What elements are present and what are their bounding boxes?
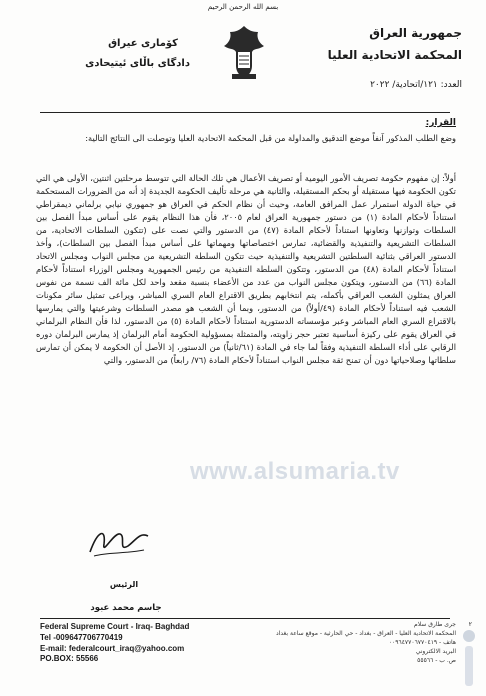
decision-body: أولاً: إن مفهوم حكومة تصريف الأمور اليومية أو تصريف الأعمال هي تلك الحالة التي تتوسط مرحلتين اثنتين، الأولى هي التي تكون الحكومة فيها مستقيلة أو بحكم المستقيلة، والثانية هي مرحلة تأليف الحكومة الجديدة إذ أنه من الضرورات المستحكمة في حياة الدولة استمرار عمل المرافق العامة، وحيث أن نظام الحكم في العراق هو جمهوري نيابي برلماني ديمقراطي استناداً لأحكام المادة (١) من دستور جمهورية العراق لعام ٢٠٠٥، فأن هذا النظام يقوم على أساس مبدأ الفصل بين السلطات وتوازنها وتعاونها استناداً لأحكام المادة (٤٧) من الدستور والتي نصت على (تتكون السلطات الاتحادية، من السلطات التشريعية والتنفيذية والقضائية، تمارس اختصاصاتها ومهماتها على أساس مبدأ الفصل بين السلطات)، وأخذ الدستور العراقي بثنائية السلطتين التشريعية والتنفيذية حيث تتكون السلطة التشريعية من مجلس النواب ومجلس الاتحاد استناداً لأحكام المادة (٤٨) من الدستور، وتتكون السلطة التنفيذية من رئيس الجمهورية ومجلس الوزراء استناداً لأحكام المادة (٦٦) من الدستور، ويتكون مجلس النواب من عدد من الأعضاء بنسبة مقعد واحد لكل مائة الف نسمة من نفوس العراق يمثلون الشعب العراقي بأكمله، يتم انتخابهم بطريق الاقتراع العام السري المباشر، ويراعى تمثيل سائر مكونات الشعب فيه استناداً لأحكام المادة (٤٩/أولاً) من الدستور، وبما أن الشعب هو مصدر السلطات وشرعيتها والتي يمارسها بالاقتراع السري العام المباشر وعبر مؤسساته الدستورية استناداً لأحكام المادة (٥) من الدستور، لذا فأن النظام البرلماني في العراق يقوم على ركيزة أساسية تعتبر حجر زاويته، والمتمثلة بمسؤولية الحكومة أمام البرلمان إذ يمارس البرلمان دوره الرقابي على أداء السلطة التنفيذية وفقاً لما جاء في المادة (٦١/ثانياً) من الدستور، إذ الأصل أن الحكومة لا يمكن أن تمارس سلطاتها وصلاحياتها دون أن تمنح ثقة مجلس النواب استناداً لأحكام المادة (٧٦/ رابعاً) من الدستور، والتي	[36, 173, 457, 365]
footer-pobox: PO.BOX: 55566	[40, 654, 99, 664]
footer-ar-line: المحكمة الاتحادية العليا - العراق - بغداد - حي الحارثية - موقع ساعة بغداد	[276, 630, 456, 637]
kurdish-court-name: دادگای باڵای ئیتیحادی	[85, 58, 190, 69]
footer-ar-line: البريد الالكتروني	[415, 648, 456, 655]
kurdish-country-name: كۆماری عیراق	[108, 38, 178, 49]
signatory-title: الرئيس	[109, 580, 139, 589]
alsumaria-logo-icon	[458, 628, 480, 690]
footer-ar-line: جرى طارق سلام	[413, 621, 456, 628]
decision-intro: وضع الطلب المذكور آنفاً موضع التدقيق والمداولة من قبل المحكمة الاتحادية العليا وتوصلت الى النتائج التالية:	[85, 133, 456, 143]
watermark-text: www.alsumaria.tv	[190, 458, 400, 485]
decision-title: القرار:	[425, 118, 456, 128]
footer-email: E-mail: federalcourt_iraq@yahoo.com	[40, 643, 185, 653]
reference-number: العدد: ١٢١/اتحادية/ ٢٠٢٢	[370, 80, 462, 90]
court-name: المحكمة الاتحادية العليا	[327, 48, 462, 62]
footer-arabic-contact	[226, 620, 456, 665]
basmala: بسم الله الرحمن الرحيم	[207, 3, 279, 11]
eagle-emblem-icon	[222, 22, 266, 82]
country-name: جمهورية العراق	[369, 26, 462, 40]
footer-divider	[40, 618, 450, 619]
handwritten-signature	[84, 522, 154, 562]
header-divider	[40, 112, 450, 113]
footer-ar-line: ص. ب - ٥٥٥٦٦	[417, 657, 456, 664]
page-number: ٢	[468, 621, 472, 628]
footer-court-address: Federal Supreme Court - Iraq- Baghdad	[40, 622, 190, 631]
footer-ar-line: هاتف - ٠٠٩٦٤٧٧٠٦٧٧٠٤١٩	[388, 639, 456, 646]
footer-english-contact	[40, 622, 230, 665]
footer-phone: Tel -009647706770419	[40, 632, 123, 642]
signatory-name: جاسم محمد عبود	[90, 603, 162, 613]
